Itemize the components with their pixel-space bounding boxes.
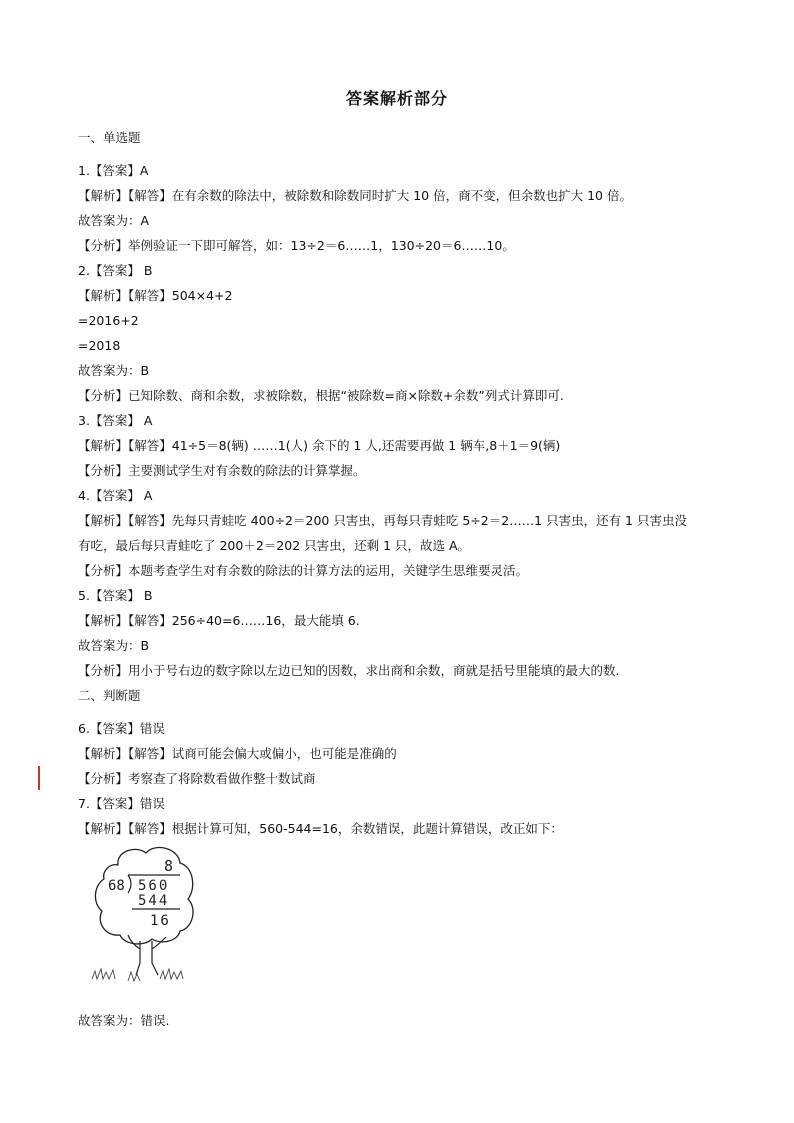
q1-final-answer: 故答案为：A [78,213,150,228]
section-heading-single-choice: 一、单选题 [78,130,141,145]
q2-final-answer: 故答案为：B [78,363,150,378]
q2-step: =2018 [78,338,121,353]
q6-answer: 6.【答案】错误 [78,721,165,736]
q4-answer: 4.【答案】 A [78,488,153,503]
q6-solution: 【解析】【解答】试商可能会偏大或偏小，也可能是准确的 [78,746,397,761]
page-title: 答案解析部分 [345,89,448,108]
q2-answer: 2.【答案】 B [78,263,153,278]
q2-analysis: 【分析】已知除数、商和余数，求被除数，根据“被除数=商×除数+余数”列式计算即可. [78,388,564,403]
q2-solution: 【解析】【解答】504×4+2 [78,288,233,303]
q2-step: =2016+2 [78,313,139,328]
q5-solution: 【解析】【解答】256÷40=6……16，最大能填 6. [78,613,360,628]
dividend: 560 [138,878,170,894]
q7-answer: 7.【答案】错误 [78,796,165,811]
section-heading-true-false: 二、判断题 [78,688,141,703]
q3-answer: 3.【答案】 A [78,413,153,428]
q7-final-answer: 故答案为：错误. [78,1013,170,1028]
quotient-digit: 8 [164,857,174,875]
division-bracket [128,875,131,893]
q5-answer: 5.【答案】 B [78,588,153,603]
q6-analysis: 【分析】考察查了将除数看做作整十数试商 [78,771,316,786]
remainder: 16 [150,913,171,929]
margin-edit-mark [38,766,40,790]
divisor: 68 [108,878,125,894]
q5-final-answer: 故答案为：B [78,638,150,653]
q7-solution: 【解析】【解答】根据计算可知，560-544=16，余数错误，此题计算错误，改正如下： [78,821,563,836]
q4-solution-cont: 有吃，最后每只青蛙吃了 200＋2＝202 只害虫，还剩 1 只，故选 A。 [78,538,471,553]
q4-solution: 【解析】【解答】先每只青蛙吃 400÷2＝200 只害虫，再每只青蛙吃 5÷2＝2……1 只害虫，还有 1 只害虫没 [78,513,687,528]
q1-analysis: 【分析】举例验证一下即可解答，如：13÷2＝6……1，130÷20＝6……10。 [78,238,515,253]
tree-division-figure [88,845,200,995]
q5-analysis: 【分析】用小于号右边的数字除以左边已知的因数，求出商和余数，商就是括号里能填的最大的数. [78,663,620,678]
tree-trunk [128,935,166,975]
q1-answer: 1.【答案】A [78,163,149,178]
q4-analysis: 【分析】本题考查学生对有余数的除法的计算方法的运用，关键学生思维要灵活。 [78,563,529,578]
q3-analysis: 【分析】主要测试学生对有余数的除法的计算掌握。 [78,463,366,478]
product: 544 [138,893,170,909]
q3-solution: 【解析】【解答】41÷5＝8(辆) ……1(人) 余下的 1 人,还需要再做 1 辆车,8＋1＝9(辆) [78,438,561,453]
q1-solution: 【解析】【解答】在有余数的除法中，被除数和除数同时扩大 10 倍，商不变，但余数也扩大 10 倍。 [78,188,632,203]
